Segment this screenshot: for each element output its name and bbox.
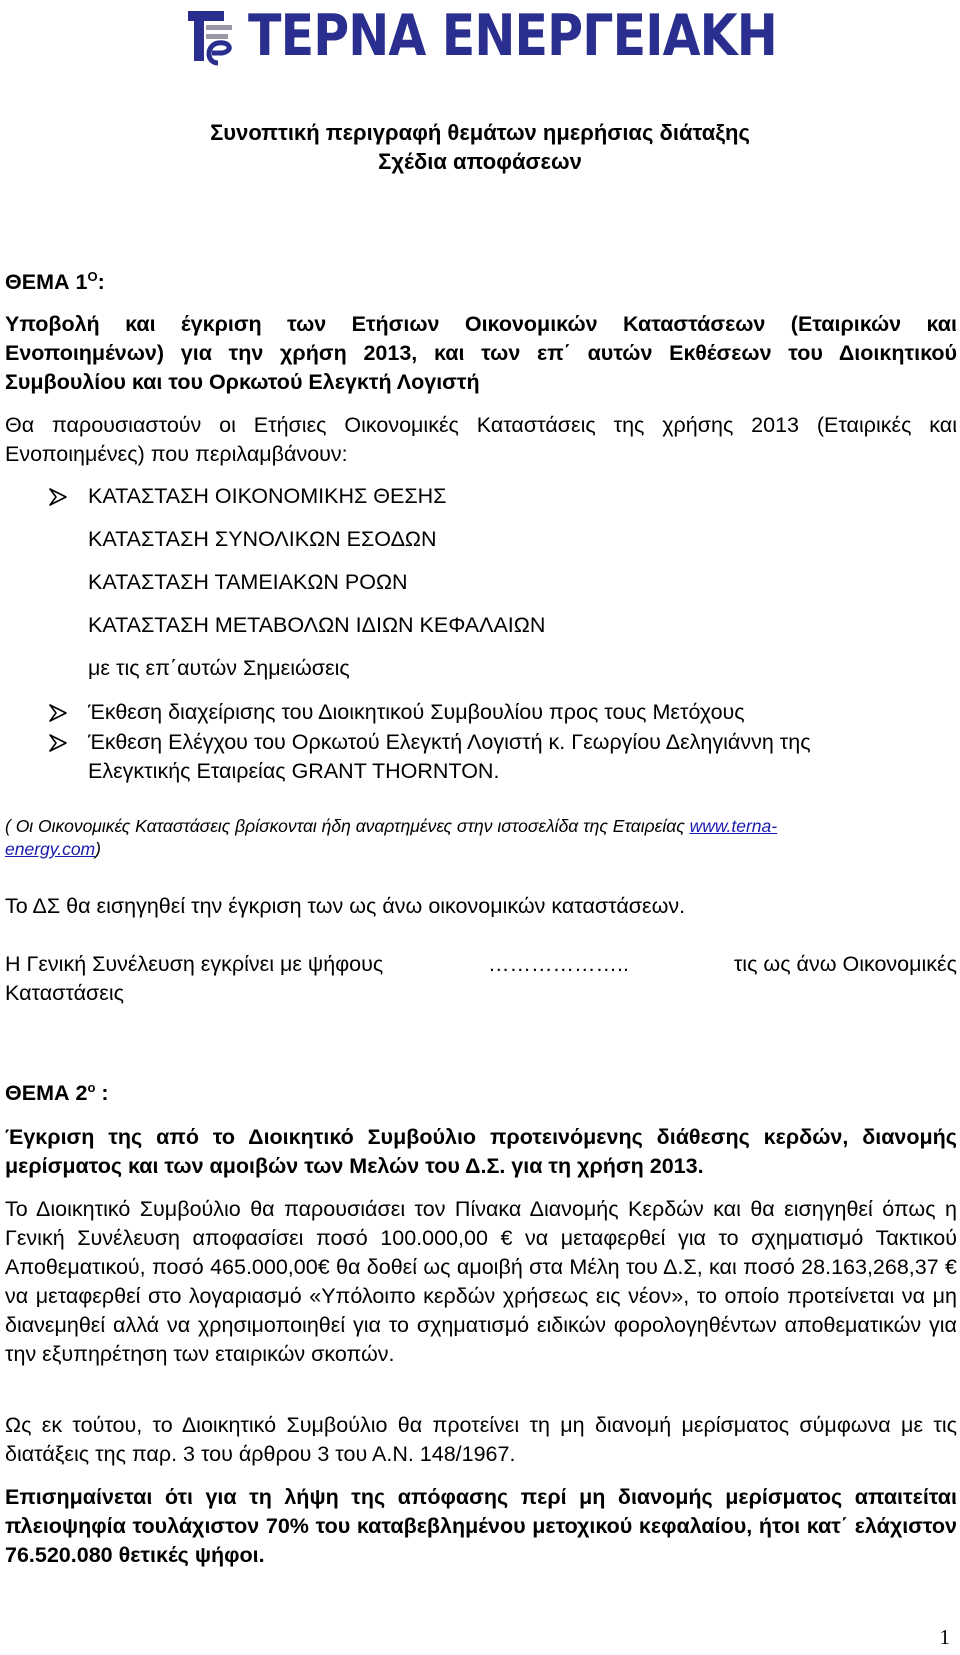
item2-heading: ΘΕΜΑ $2^o$ : <box>5 1079 109 1105</box>
arrow-bullet-icon <box>48 698 70 727</box>
sub-item: ΚΑΤΑΣΤΑΣΗ ΤΑΜΕΙΑΚΩΝ ΡΟΩΝ <box>88 570 408 594</box>
board-proposal: Το ΔΣ θα εισηγηθεί την έγκριση των ως άνω οικονομικών καταστάσεων. <box>5 894 686 918</box>
vote-line: Η Γενική Συνέλευση εγκρίνει με ψήφους ……………….. τις ως άνω Οικονομικές <box>5 952 957 976</box>
item1-subject: Υποβολή και έγκριση των Ετήσιων Οικονομικών Καταστάσεων (Εταιρικών και Ενοποιημένων) για την χρήση 2013, και των επ΄ αυτών Εκθέσεων του Διοικητικού Συμβουλίου και του Ορκωτού Ελεγκτή Λογιστή <box>5 312 957 394</box>
item2-paragraph-no-dividend: Ως εκ τούτου, το Διοικητικό Συμβούλιο θα προτείνει τη μη διανομή μερίσματος σύμφωνα με τις διατάξεις της παρ. 3 του άρθρου 3 του Α.Ν. 148/1967. <box>5 1413 957 1466</box>
bullet-text-continued: Ελεγκτικής Εταιρείας GRANT THORNTON. <box>88 759 500 783</box>
bullet-text: Έκθεση διαχείρισης του Διοικητικού Συμβουλίου προς τους Μετόχους <box>88 700 745 724</box>
item2-paragraph-quorum: Επισημαίνεται ότι για τη λήψη της απόφασης περί μη διανομής μερίσματος απαιτείται πλειοψηφία τουλάχιστον 70% του καταβεβλημένου μετοχικού κεφαλαίου, ήτοι κατ΄ ελάχιστον 76.520.080 θετικές ψήφοι. <box>5 1485 957 1567</box>
company-logo <box>188 4 863 68</box>
arrow-bullet-icon <box>48 482 70 511</box>
item1-intro: Θα παρουσιαστούν οι Ετήσιες Οικονομικές Καταστάσεις της χρήσης 2013 (Εταιρικές και Ενοποιημένες) που περιλαμβάνουν: <box>5 413 957 466</box>
logo-wordmark: ΤΕΡΝΑ ΕΝΕΡΓΕΙΑΚΗ <box>248 3 777 69</box>
item2-subject: Έγκριση της από το Διοικητικό Συμβούλιο προτεινόμενης διάθεσης κερδών, διανομής μερίσματος και των αμοιβών των Μελών του Δ.Σ. για τη χρήση 2013. <box>5 1125 957 1178</box>
item2-paragraph-distribution: Το Διοικητικό Συμβούλιο θα παρουσιάσει τον Πίνακα Διανομής Κερδών και θα εισηγηθεί όπως η Γενική Συνέλευση αποφασίσει ποσό 100.000,00 € να μεταφερθεί για το σχηματισμό Τακτικού Αποθεματικού, ποσό 465.000,00€ θα δοθεί ως αμοιβή στα Μέλη του Δ.Σ, και ποσό 28.163,268,37 € να μεταφερθεί στο λογαριασμό «Υπόλοιπο κερδών χρήσεως εις νέον», το οποίο προτείνεται να μη διανεμηθεί αλλά να χρησιμοποιηθεί για το σχηματισμό ειδικών φορολογηθέντων αποθεματικών για την εξυπηρέτηση των εταιρικών σκοπών. <box>5 1197 957 1366</box>
bullet-text: ΚΑΤΑΣΤΑΣΗ ΟΙΚΟΝΟΜΙΚΗΣ ΘΕΣΗΣ <box>88 484 447 508</box>
arrow-bullet-icon <box>48 728 70 757</box>
sub-item: ΚΑΤΑΣΤΑΣΗ ΣΥΝΟΛΙΚΩΝ ΕΣΟΔΩΝ <box>88 527 437 551</box>
website-link[interactable]: energy.com <box>5 839 96 859</box>
document-title: Συνοπτική περιγραφή θεμάτων ημερήσιας διάταξης <box>210 120 750 145</box>
website-link[interactable]: www.terna- <box>689 816 778 836</box>
publication-note: ( Οι Οικονομικές Καταστάσεις βρίσκονται ήδη αναρτημένες στην ιστοσελίδα της Εταιρείας www.terna- energy.com) <box>5 816 778 859</box>
terna-logo-mark-icon <box>188 5 242 67</box>
sub-item: ΚΑΤΑΣΤΑΣΗ ΜΕΤΑΒΟΛΩΝ ΙΔΙΩΝ ΚΕΦΑΛΑΙΩΝ <box>88 613 546 637</box>
item1-heading: ΘΕΜΑ $1^O$: <box>5 268 105 294</box>
vote-line-continued: Καταστάσεις <box>5 981 125 1005</box>
sub-item: με τις επ΄αυτών Σημειώσεις <box>88 656 350 680</box>
bullet-text: Έκθεση Ελέγχου του Ορκωτού Ελεγκτή Λογιστή κ. Γεωργίου Δεληγιάννη της <box>88 730 811 754</box>
page-number: 1 <box>939 1625 950 1649</box>
document-subtitle: Σχέδια αποφάσεων <box>378 149 582 174</box>
